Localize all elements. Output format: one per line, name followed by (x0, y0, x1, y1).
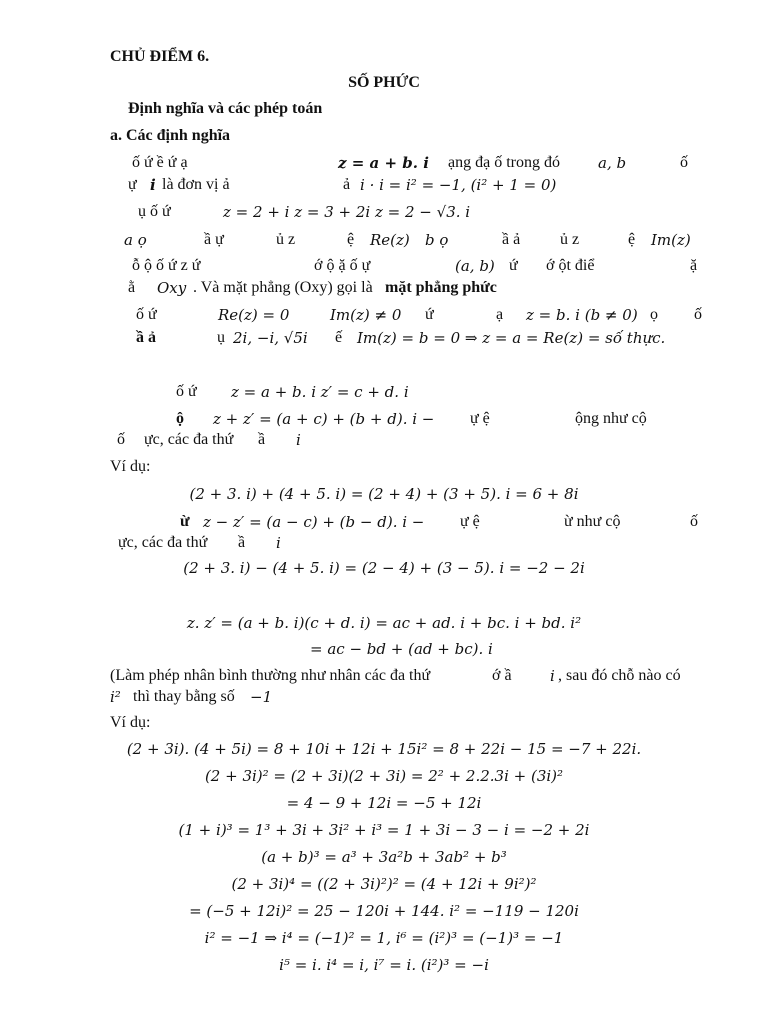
examples-formulas: z = 2 + i z = 3 + 2i z = 2 − √3. i (223, 203, 471, 221)
sub-text-6: ầ (238, 534, 246, 551)
mul-note-2: ớ ầ (492, 667, 512, 684)
mul-note-3: , sau đó chỗ nào có (558, 667, 681, 684)
pure-text-2: ứ (425, 306, 434, 323)
plane-text-6: ằ (128, 279, 136, 296)
pure-text-7: ụ (217, 329, 225, 346)
mul-note-minus1: −1 (250, 688, 273, 706)
re-text-8: ệ (628, 231, 636, 248)
pure-re: Re(z) = 0 (218, 306, 290, 324)
sub-formula: z − z′ = (a − c) + (b − d). i − (203, 513, 425, 531)
example-line: = (−5 + 12i)² = 25 − 120i + 144. i² = −119 − 120i (189, 902, 579, 920)
plane-point: (a, b) (455, 257, 495, 275)
sub-text-2: ự ệ (460, 513, 480, 530)
re-text-4: ệ (347, 231, 355, 248)
sub-example: (2 + 3. i) − (4 + 5. i) = (2 − 4) + (3 − 5). i = −2 − 2i (183, 559, 585, 577)
re-text-5: b ọ (425, 231, 449, 249)
example-line: i² = −1 ⇒ i⁴ = (−1)² = 1, i⁶ = (i²)³ = (−1)³ = −1 (204, 929, 564, 947)
section-heading: Định nghĩa và các phép toán (128, 100, 323, 117)
plane-term: mặt phẳng phức (385, 279, 497, 296)
plane-text-1: ỗ ộ ố ứ z ứ (132, 257, 201, 274)
re-text-3: ủ z (276, 231, 296, 248)
re-text-2: ầ ự (204, 231, 224, 248)
subsection-heading: a. Các định nghĩa (110, 127, 231, 144)
mul-note-1: (Làm phép nhân bình thường như nhân các đa thứ (110, 667, 431, 684)
ops-given-formula: z = a + b. i z′ = c + d. i (231, 383, 409, 401)
example-line: = 4 − 9 + 12i = −5 + 12i (286, 794, 482, 812)
mul-formula-1: z. z′ = (a + b. i)(c + d. i) = ac + ad. i + bc. i + bd. i² (186, 614, 582, 632)
add-text-2: ự ệ (470, 410, 490, 427)
example-line: (a + b)³ = a³ + 3a²b + 3ab² + b³ (261, 848, 507, 866)
pure-examples: 2i, −i, √5i (233, 329, 308, 347)
example-line: (2 + 3i)² = (2 + 3i)(2 + 3i) = 2² + 2.2.3i + (3i)² (204, 767, 564, 785)
add-i: i (296, 431, 301, 449)
add-formula: z + z′ = (a + c) + (b + d). i − (213, 410, 435, 428)
re-formula: Re(z) (370, 231, 410, 249)
im-formula: Im(z) (651, 231, 691, 249)
add-text-3: ộng như cộ (575, 410, 647, 427)
re-text-6: ầ ả (502, 231, 521, 248)
def-i-square: i · i = i² = −1, (i² + 1 = 0) (360, 176, 557, 194)
mul-note-i: i (550, 667, 555, 685)
mul-note-i2: i² (110, 688, 121, 706)
plane-oxy: Oxy (157, 279, 187, 297)
plane-text-3: ứ (509, 257, 518, 274)
sub-text-1: ừ (180, 513, 190, 530)
add-text-6: ầ (258, 431, 266, 448)
example-line: (1 + i)³ = 1³ + 3i + 3i² + i³ = 1 + 3i − 3 − i = −2 + 2i (178, 821, 590, 839)
chapter-heading: CHỦ ĐIỂM 6. (110, 48, 210, 65)
example-label-1: Ví dụ: (110, 458, 151, 475)
def-formula: z = a + b. i (338, 154, 429, 172)
plane-text-2: ớ ộ ặ ố ự (314, 257, 371, 274)
add-example: (2 + 3. i) + (4 + 5. i) = (2 + 4) + (3 + 5). i = 6 + 8i (189, 485, 579, 503)
sub-text-5: ực, các đa thứ (118, 534, 208, 551)
sub-i: i (276, 534, 281, 552)
def-text-5: là đơn vị ả (162, 176, 230, 193)
pure-text-6: ầ ả (136, 329, 156, 346)
page-title: SỐ PHỨC (348, 74, 420, 91)
pure-text-5: ố (694, 306, 702, 323)
example-line: (2 + 3i)⁴ = ((2 + 3i)²)² = (4 + 12i + 9i²)² (231, 875, 537, 893)
plane-text-5: ặ (690, 257, 698, 274)
sub-text-4: ố (690, 513, 698, 530)
def-text-4: ự (128, 176, 137, 193)
pure-form: z = b. i (b ≠ 0) (526, 306, 638, 324)
example-label-2: Ví dụ: (110, 714, 151, 731)
examples-label: ụ ố ứ (138, 203, 171, 220)
add-text-5: ực, các đa thứ (144, 431, 234, 448)
def-text-1: ố ứ ề ứ ạ (132, 154, 188, 171)
pure-text-1: ố ứ (136, 306, 157, 323)
def-text-2: ạng đạ ố trong đó (448, 154, 560, 171)
ops-given-text: ố ứ (176, 383, 197, 400)
def-text-6: ả (343, 176, 351, 193)
plane-text-4: ớ ột điể (546, 257, 595, 274)
re-text-7: ủ z (560, 231, 580, 248)
plane-text-7: . Và mặt phẳng (Oxy) gọi là (193, 279, 373, 296)
pure-text-4: ọ (650, 306, 658, 323)
mul-formula-2: = ac − bd + (ad + bc). i (310, 640, 493, 658)
add-text-1: ộ (176, 410, 184, 427)
example-line: i⁵ = i. i⁴ = i, i⁷ = i. (i²)³ = −i (279, 956, 489, 974)
mul-note-4: thì thay bằng số (133, 688, 235, 705)
example-line: (2 + 3i). (4 + 5i) = 8 + 10i + 12i + 15i² = 8 + 22i − 15 = −7 + 22i. (126, 740, 642, 758)
def-text-3: ố (680, 154, 688, 171)
re-text-1: a ọ (124, 231, 147, 249)
pure-text-3: ạ (496, 306, 504, 323)
pure-text-8: ế (335, 329, 343, 346)
def-ab: a, b (598, 154, 627, 172)
def-i: i (150, 176, 156, 194)
sub-text-3: ừ như cộ (564, 513, 621, 530)
add-text-4: ố (117, 431, 125, 448)
pure-im: Im(z) ≠ 0 (330, 306, 402, 324)
pure-real: Im(z) = b = 0 ⇒ z = a = Re(z) = số thực. (357, 329, 666, 347)
